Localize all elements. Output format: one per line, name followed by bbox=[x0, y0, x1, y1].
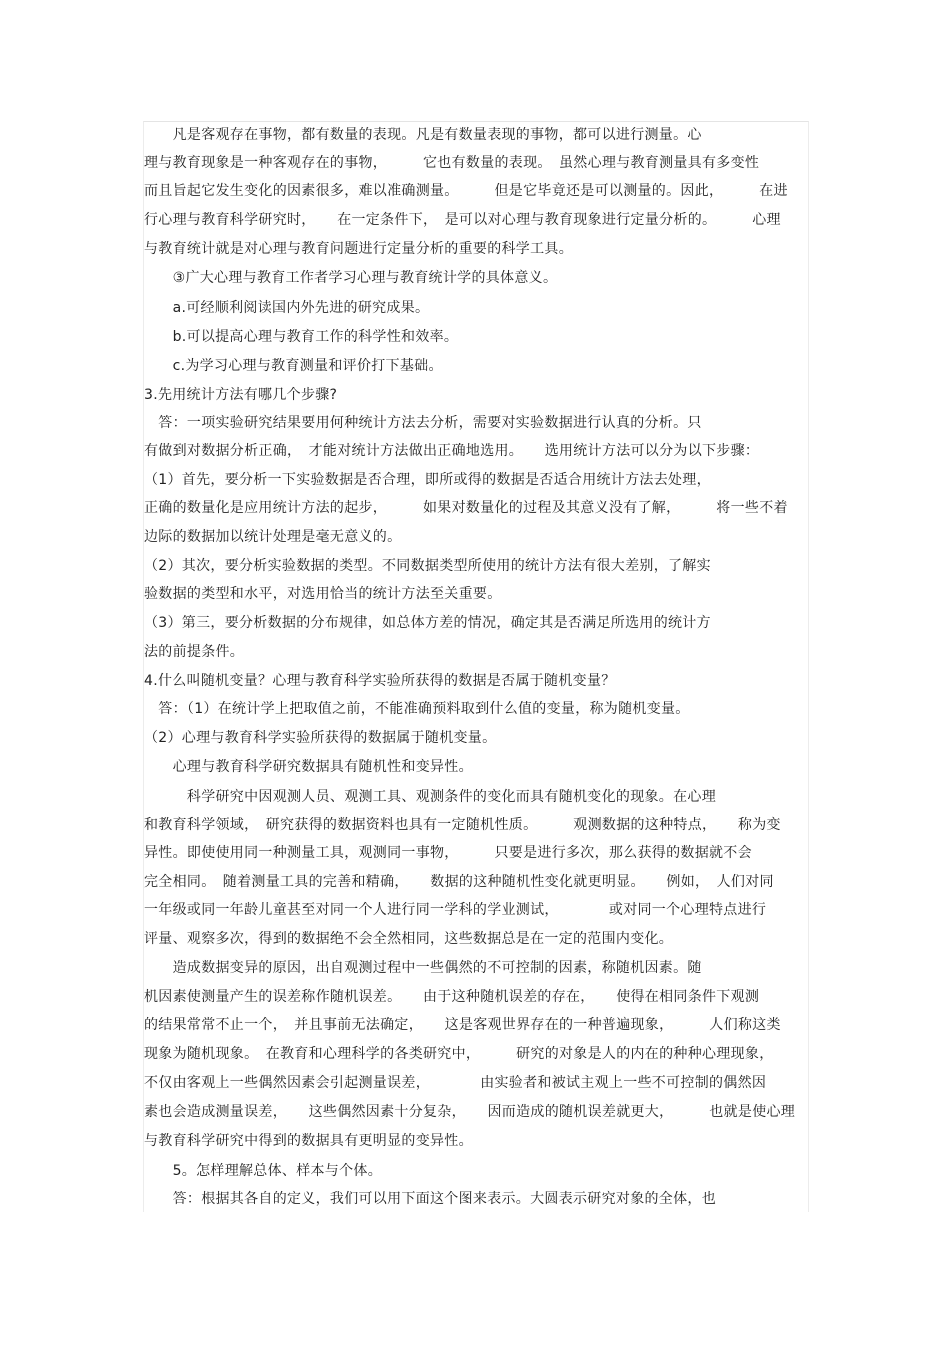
paragraph-line: 的结果常常不止一个， 并且事前无法确定， 这是客观世界存在的一种普遍现象， 人们称这类 bbox=[144, 1017, 781, 1033]
paragraph-line: 法的前提条件。 bbox=[144, 644, 245, 660]
paragraph-line: 有做到对数据分析正确， 才能对统计方法做出正确地选用。 选用统计方法可以分为以下步骤： bbox=[144, 443, 760, 459]
question-heading: 5。怎样理解总体、样本与个体。 bbox=[144, 1163, 383, 1179]
paragraph-line: 与教育科学研究中得到的数据具有更明显的变异性。 bbox=[144, 1133, 473, 1149]
list-item: a.可经顺利阅读国内外先进的研究成果。 bbox=[144, 300, 430, 316]
paragraph-line: 心理与教育科学研究数据具有随机性和变异性。 bbox=[144, 759, 473, 775]
paragraph-line: 素也会造成测量误差， 这些偶然因素十分复杂， 因而造成的随机误差就更大， 也就是使心理 bbox=[144, 1104, 796, 1120]
paragraph-line: 凡是客观存在事物，都有数量的表现。凡是有数量表现的事物，都可以进行测量。心 bbox=[144, 127, 702, 143]
paragraph-line: 答：（1）在统计学上把取值之前，不能准确预料取到什么值的变量，称为随机变量。 bbox=[144, 701, 690, 717]
paragraph-line: 不仅由客观上一些偶然因素会引起测量误差， 由实验者和被试主观上一些不可控制的偶然因 bbox=[144, 1075, 767, 1091]
paragraph-line: 现象为随机现象。 在教育和心理科学的各类研究中， 研究的对象是人的内在的种种心理现象， bbox=[144, 1046, 774, 1062]
paragraph-line: 而且旨起它发生变化的因素很多，难以准确测量。 但是它毕竟还是可以测量的。因此， 在进 bbox=[144, 183, 788, 199]
paragraph-line: 验数据的类型和水平，对选用恰当的统计方法至关重要。 bbox=[144, 586, 502, 602]
paragraph-line: 异性。即使使用同一种测量工具，观测同一事物， 只要是进行多次，那么获得的数据就不会 bbox=[144, 845, 752, 861]
list-item: b.可以提高心理与教育工作的科学性和效率。 bbox=[144, 329, 459, 345]
paragraph-line: 评量、观察多次，得到的数据绝不会全然相同，这些数据总是在一定的范围内变化。 bbox=[144, 931, 674, 947]
paragraph-line: 一年级或同一年龄儿童甚至对同一个人进行同一学科的学业测试， 或对同一个心理特点进行 bbox=[144, 902, 767, 918]
paragraph-line: 与教育统计就是对心理与教育问题进行定量分析的重要的科学工具。 bbox=[144, 241, 573, 257]
paragraph-line: （2）心理与教育科学实验所获得的数据属于随机变量。 bbox=[144, 730, 497, 746]
paragraph-line: （2）其次，要分析实验数据的类型。不同数据类型所使用的统计方法有很大差别，了解实 bbox=[144, 558, 711, 574]
list-item: c.为学习心理与教育测量和评价打下基础。 bbox=[144, 358, 443, 374]
paragraph-line: 造成数据变异的原因，出自观测过程中一些偶然的不可控制的因素，称随机因素。随 bbox=[144, 960, 702, 976]
paragraph-line: 机因素使测量产生的误差称作随机误差。 由于这种随机误差的存在， 使得在相同条件下观测 bbox=[144, 989, 760, 1005]
question-heading: 4.什么叫随机变量？心理与教育科学实验所获得的数据是否属于随机变量？ bbox=[144, 673, 616, 689]
paragraph-line: 和教育科学领域， 研究获得的数据资料也具有一定随机性质。 观测数据的这种特点， 称为变 bbox=[144, 817, 781, 833]
list-heading: ③广大心理与教育工作者学习心理与教育统计学的具体意义。 bbox=[144, 270, 558, 286]
paragraph-line: 答：根据其各自的定义，我们可以用下面这个图来表示。大圆表示研究对象的全体，也 bbox=[144, 1191, 716, 1207]
paragraph-line: （3）第三，要分析数据的分布规律，如总体方差的情况，确定其是否满足所选用的统计方 bbox=[144, 615, 711, 631]
paragraph-line: 行心理与教育科学研究时， 在一定条件下， 是可以对心理与教育现象进行定量分析的。 心理 bbox=[144, 212, 781, 228]
paragraph-line: 科学研究中因观测人员、观测工具、观测条件的变化而具有随机变化的现象。在心理 bbox=[144, 789, 716, 805]
paragraph-line: 正确的数量化是应用统计方法的起步， 如果对数量化的过程及其意义没有了解， 将一些不着 bbox=[144, 500, 788, 516]
paragraph-line: 答：一项实验研究结果要用何种统计方法去分析，需要对实验数据进行认真的分析。只 bbox=[144, 415, 702, 431]
question-heading: 3.先用统计方法有哪几个步骤? bbox=[144, 387, 338, 403]
paragraph-line: （1）首先，要分析一下实验数据是否合理，即所或得的数据是否适合用统计方法去处理， bbox=[144, 472, 711, 488]
paragraph-line: 完全相同。 随着测量工具的完善和精确， 数据的这种随机性变化就更明显。 例如， 人们对同 bbox=[144, 874, 774, 890]
paragraph-line: 理与教育现象是一种客观存在的事物， 它也有数量的表现。 虽然心理与教育测量具有多变性 bbox=[144, 155, 760, 171]
paragraph-line: 边际的数据加以统计处理是毫无意义的。 bbox=[144, 529, 402, 545]
